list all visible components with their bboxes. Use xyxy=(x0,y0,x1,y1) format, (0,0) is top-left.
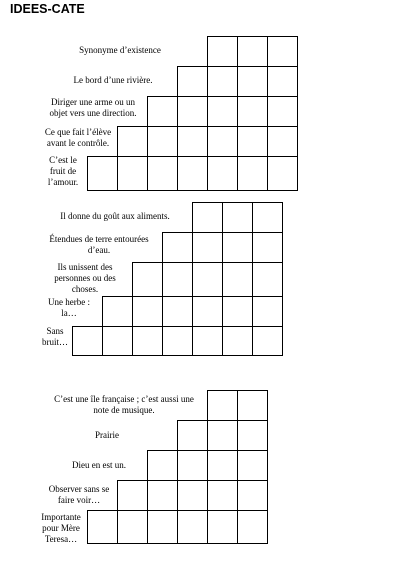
grid-cell[interactable] xyxy=(192,326,223,356)
grid-cell[interactable] xyxy=(207,480,238,511)
grid-cell[interactable] xyxy=(117,126,148,157)
grid-cell[interactable] xyxy=(267,36,298,67)
grid-cell[interactable] xyxy=(147,126,178,157)
grid-cell[interactable] xyxy=(207,420,238,451)
grid-cell[interactable] xyxy=(237,126,268,157)
grid-cell[interactable] xyxy=(267,66,298,97)
grid-cell[interactable] xyxy=(267,126,298,157)
grid-cell[interactable] xyxy=(177,66,208,97)
grid-cell[interactable] xyxy=(132,296,163,327)
clue: Le bord d’une rivière. xyxy=(73,75,153,85)
grid-cell[interactable] xyxy=(237,480,268,511)
clue: Ce que fait l’élève avant le contrôle. xyxy=(44,127,112,148)
grid-cell[interactable] xyxy=(252,202,283,233)
grid-cell[interactable] xyxy=(117,510,148,544)
grid-cell[interactable] xyxy=(252,232,283,263)
clue: Observer sans se faire voir… xyxy=(48,484,110,505)
grid-cell[interactable] xyxy=(237,96,268,127)
grid-cell[interactable] xyxy=(162,326,193,356)
clue: Étendues de terre entourées d’eau. xyxy=(49,234,149,255)
grid-cell[interactable] xyxy=(222,202,253,233)
grid-cell[interactable] xyxy=(192,296,223,327)
grid-cell[interactable] xyxy=(237,156,268,191)
clue: C’est le fruit de l’amour. xyxy=(47,155,79,187)
page-title: IDEES-CATE xyxy=(10,2,85,16)
grid-cell[interactable] xyxy=(192,202,223,233)
grid-cell[interactable] xyxy=(237,510,268,544)
grid-cell[interactable] xyxy=(102,326,133,356)
grid-cell[interactable] xyxy=(117,480,148,511)
grid-cell[interactable] xyxy=(162,232,193,263)
grid-cell[interactable] xyxy=(192,262,223,297)
grid-cell[interactable] xyxy=(252,262,283,297)
clue: Ils unissent des personnes ou des choses. xyxy=(54,262,116,294)
grid-cell[interactable] xyxy=(132,262,163,297)
clue: Il donne du goût aux aliments. xyxy=(60,211,170,221)
grid-cell[interactable] xyxy=(252,326,283,356)
grid-cell[interactable] xyxy=(177,450,208,481)
grid-cell[interactable] xyxy=(222,232,253,263)
grid-cell[interactable] xyxy=(87,156,118,191)
grid-cell[interactable] xyxy=(177,480,208,511)
grid-cell[interactable] xyxy=(267,156,298,191)
grid-cell[interactable] xyxy=(147,450,178,481)
grid-cell[interactable] xyxy=(207,36,238,67)
grid-cell[interactable] xyxy=(132,326,163,356)
clue: Prairie xyxy=(95,430,119,440)
grid-cell[interactable] xyxy=(237,36,268,67)
grid-cell[interactable] xyxy=(147,156,178,191)
clue: Sans bruit… xyxy=(42,326,68,347)
grid-cell[interactable] xyxy=(237,420,268,451)
grid-cell[interactable] xyxy=(177,420,208,451)
grid-cell[interactable] xyxy=(237,450,268,481)
grid-cell[interactable] xyxy=(267,96,298,127)
grid-cell[interactable] xyxy=(87,510,118,544)
grid-cell[interactable] xyxy=(102,296,133,327)
clue: Dieu en est un. xyxy=(72,460,126,470)
grid-cell[interactable] xyxy=(222,296,253,327)
clue: Importante pour Mère Teresa… xyxy=(41,512,81,544)
grid-cell[interactable] xyxy=(177,510,208,544)
grid-cell[interactable] xyxy=(222,262,253,297)
grid-cell[interactable] xyxy=(147,96,178,127)
grid-cell[interactable] xyxy=(207,126,238,157)
clue: Diriger une arme ou un objet vers une direction. xyxy=(49,97,137,118)
grid-cell[interactable] xyxy=(147,480,178,511)
grid-cell[interactable] xyxy=(117,156,148,191)
grid-cell[interactable] xyxy=(207,66,238,97)
grid-cell[interactable] xyxy=(222,326,253,356)
grid-cell[interactable] xyxy=(177,96,208,127)
grid-cell[interactable] xyxy=(207,390,238,421)
grid-cell[interactable] xyxy=(162,262,193,297)
grid-cell[interactable] xyxy=(192,232,223,263)
grid-cell[interactable] xyxy=(237,66,268,97)
grid-cell[interactable] xyxy=(237,390,268,421)
clue: C’est une île française ; c’est aussi une note de musique. xyxy=(54,394,194,415)
grid-cell[interactable] xyxy=(147,510,178,544)
grid-cell[interactable] xyxy=(162,296,193,327)
clue: Une herbe : la… xyxy=(48,297,90,318)
grid-cell[interactable] xyxy=(72,326,103,356)
clue: Synonyme d’existence xyxy=(79,45,161,55)
grid-cell[interactable] xyxy=(177,126,208,157)
grid-cell[interactable] xyxy=(207,450,238,481)
grid-cell[interactable] xyxy=(252,296,283,327)
grid-cell[interactable] xyxy=(207,510,238,544)
grid-cell[interactable] xyxy=(207,96,238,127)
grid-cell[interactable] xyxy=(207,156,238,191)
grid-cell[interactable] xyxy=(177,156,208,191)
